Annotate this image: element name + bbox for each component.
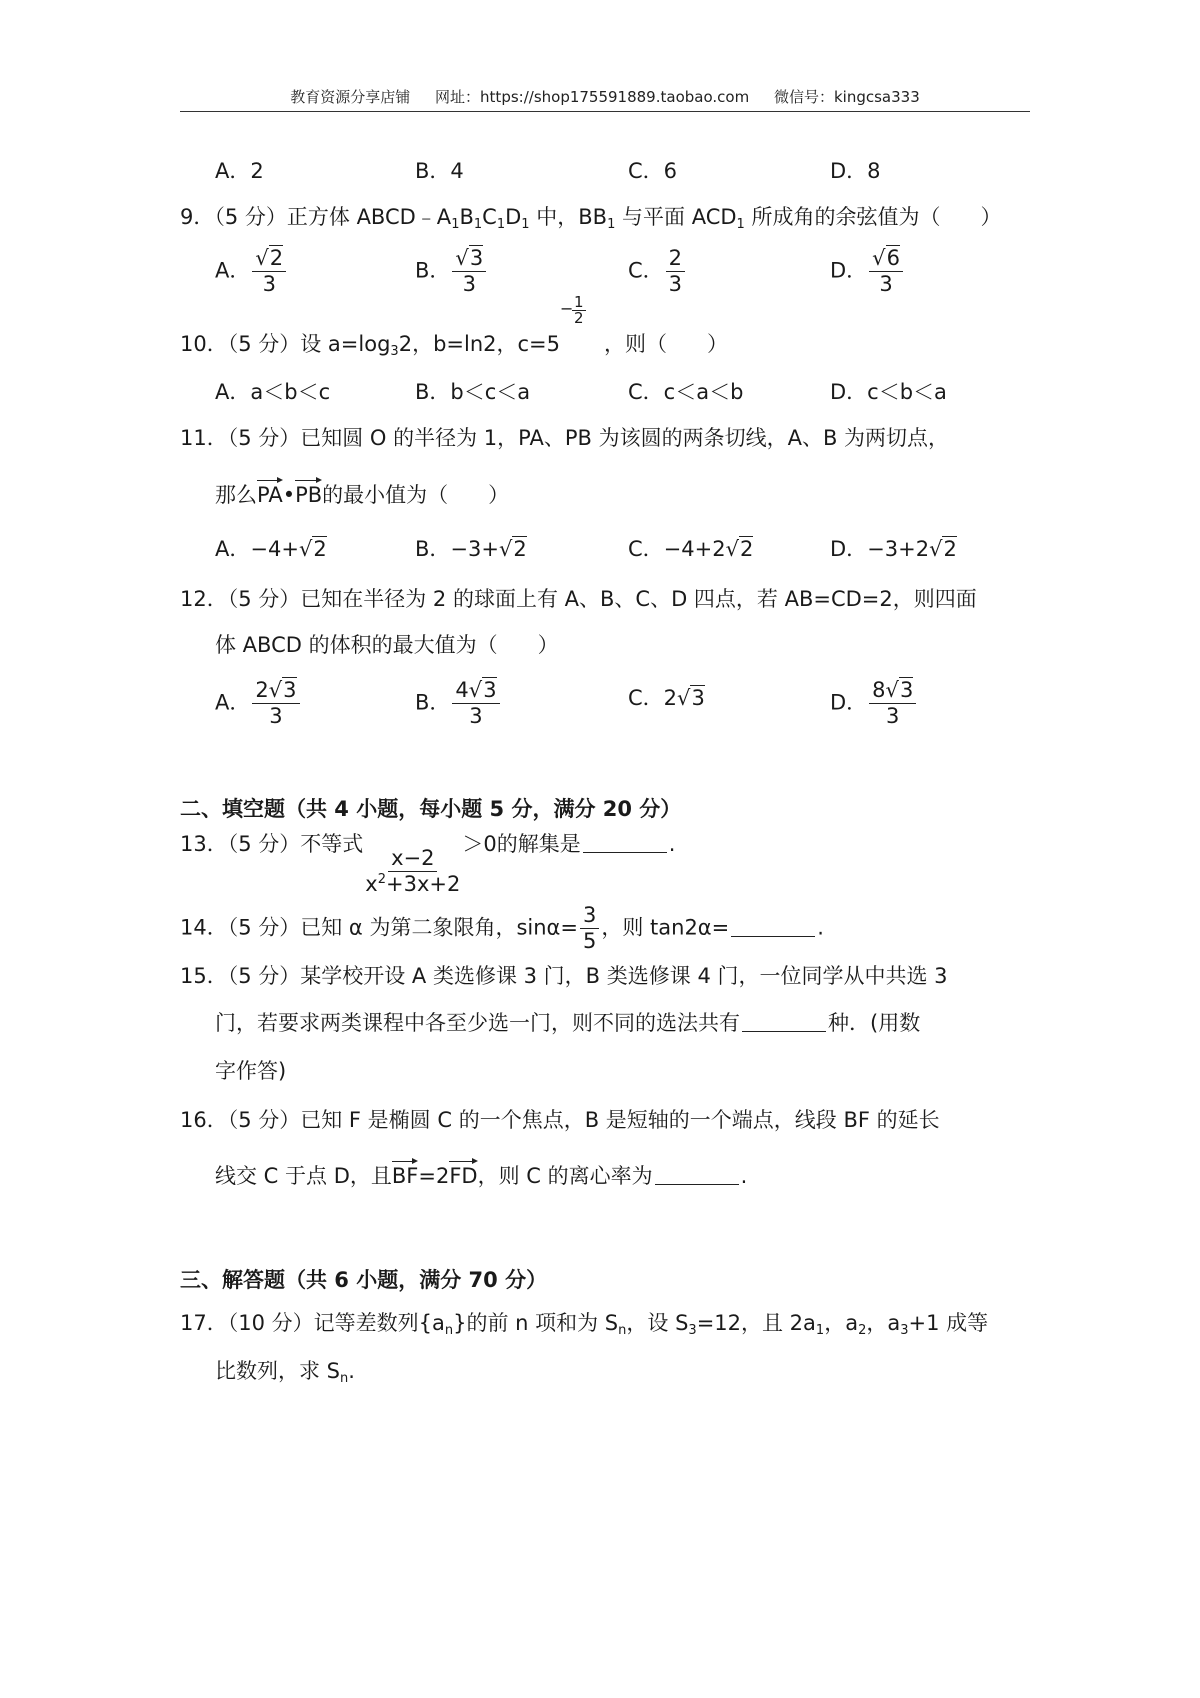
q14-stem: 14．（5 分）已知 α 为第二象限角，sinα= $\frac{3}{5}$ ，则 tan2α= . [180,903,824,953]
q9-option-d: D． $\frac{√6}{3}$ [830,248,905,295]
q10-option-b: B．b＜c＜a [415,380,531,404]
q13-answer-blank[interactable] [583,834,667,853]
header-wechat: 微信号：kingcsa333 [773,88,920,106]
q16-answer-blank[interactable] [655,1166,739,1185]
q16-stem-line2: 线交 C 于点 D，且BF=2FD，则 C 的离心率为 . [215,1164,748,1188]
q8-option-c: C．6 [628,159,678,183]
section-3-heading: 三、解答题（共 6 小题，满分 70 分） [180,1268,548,1292]
q11-stem-line2: 那么PA•PB的最小值为（ ） [215,483,510,507]
q11-option-c: C．−4+2√2 [628,537,754,561]
q17-stem-line1: 17．（10 分）记等差数列$\{a_n\}$的前 n 项和为 $S_n$，设 $S_3=12$，且 $2a_1$，$a_2$，$a_3+1$ 成等 [180,1311,989,1338]
q12-stem-line1: 12．（5 分）已知在半径为 2 的球面上有 A、B、C、D 四点，若 AB=CD=2，则四面 [180,587,977,611]
header-divider [180,111,1030,112]
q13-stem: 13．（5 分）不等式 $\frac{x-2}{x^2+3x+2}$ ＞0的解集是 . [180,832,676,896]
q12-option-d: D． $\frac{8√3}{3}$ [830,680,918,727]
q15-stem-line2: 门，若要求两类课程中各至少选一门，则不同的选法共有 种．(用数 [215,1011,921,1035]
q17-stem-line2: 比数列，求 $S_n$. [215,1359,355,1386]
q12-option-c: C．2√3 [628,686,705,710]
q9-option-c: C． $\frac{2}{3}$ [628,248,687,295]
q9-option-b: B． $\frac{√3}{3}$ [415,248,488,295]
header-url[interactable]: 网址：https://shop175591889.taobao.com [435,88,750,106]
q8-option-a: A．2 [215,159,264,183]
q14-answer-blank[interactable] [731,918,815,937]
q11-stem-line1: 11．（5 分）已知圆 O 的半径为 1，PA、PB 为该圆的两条切线，A、B 为两切点， [180,426,950,450]
header-shop: 教育资源分享店铺 [290,88,411,106]
q8-option-d: D．8 [830,159,881,183]
q10-option-d: D．c＜b＜a [830,380,947,404]
q12-stem-line2: 体 ABCD 的体积的最大值为（ ） [215,633,559,657]
q8-option-b: B．4 [415,159,464,183]
page-header [180,86,1030,107]
q9-stem: 9．（5 分）正方体 $ABCD﹣A_1B_1C_1D_1$ 中，$BB_1$ 与平面 $ACD_1$ 所成角的余弦值为（ ） [180,205,1002,232]
q11-option-b: B．−3+√2 [415,537,527,561]
q16-stem-line1: 16．（5 分）已知 F 是椭圆 C 的一个焦点，B 是短轴的一个端点，线段 BF 的延长 [180,1108,940,1132]
q11-option-d: D．−3+2√2 [830,537,957,561]
q11-option-a: A．−4+√2 [215,537,327,561]
q9-option-a: A． $\frac{√2}{3}$ [215,248,288,295]
q12-option-a: A． $\frac{2√3}{3}$ [215,680,302,727]
q15-stem-line1: 15．（5 分）某学校开设 A 类选修课 3 门，B 类选修课 4 门，一位同学从中共选 3 [180,964,948,988]
q10-stem: 10．（5 分）设 $a=\log_32$，b=ln2，c=5 − 1 2 ，则（ ） [180,293,729,359]
q10-option-a: A．a＜b＜c [215,380,331,404]
q10-option-c: C．c＜a＜b [628,380,744,404]
section-2-heading: 二、填空题（共 4 小题，每小题 5 分，满分 20 分） [180,797,682,821]
q15-stem-line3: 字作答) [215,1059,287,1083]
q15-answer-blank[interactable] [742,1013,826,1032]
q12-option-b: B． $\frac{4√3}{3}$ [415,680,502,727]
